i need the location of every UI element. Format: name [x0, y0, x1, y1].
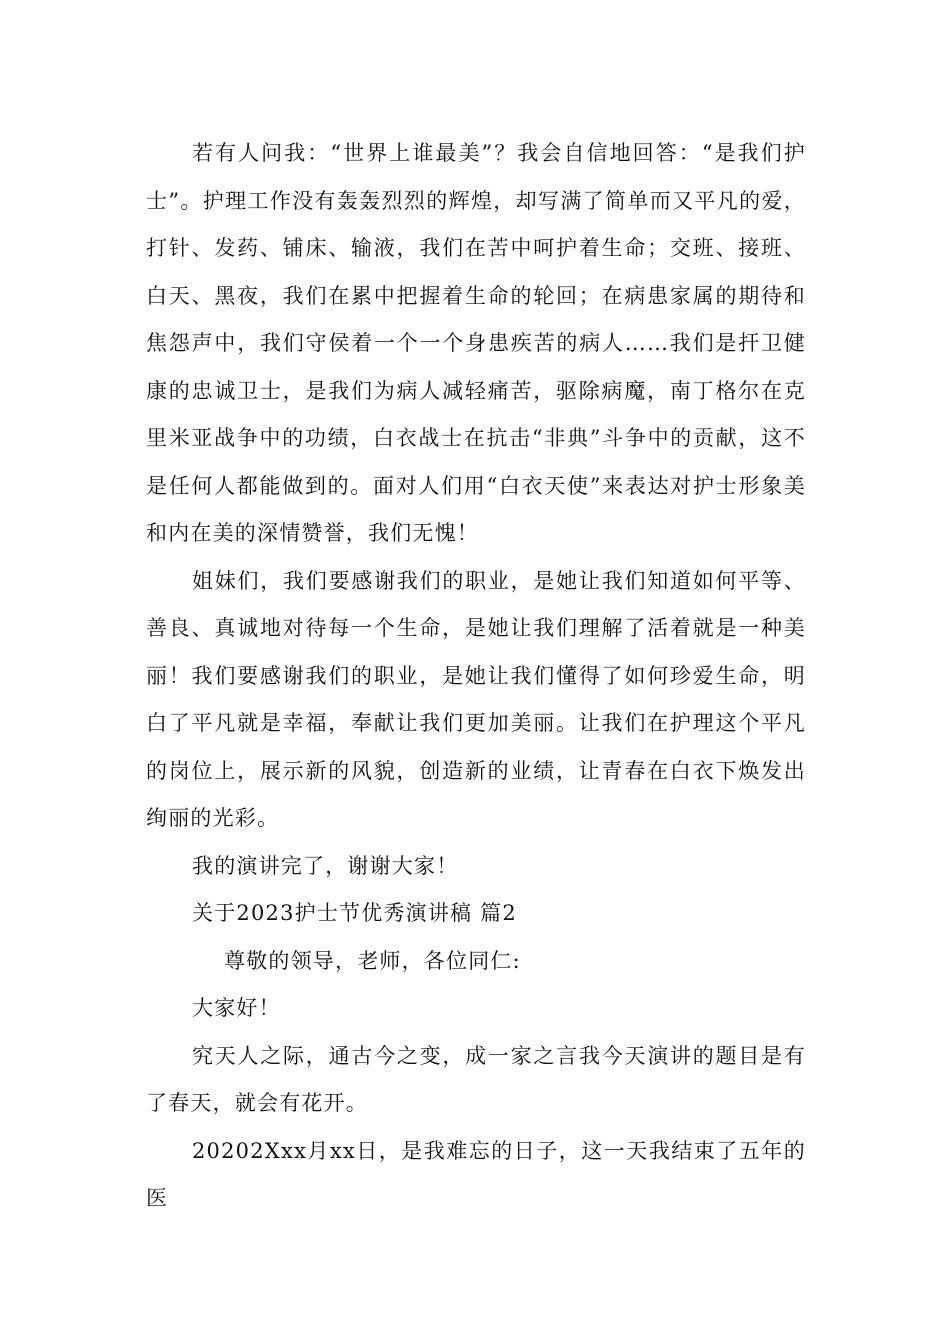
paragraph-nurse-beauty: 若有人问我：“世界上谁最美”？我会自信地回答：“是我们护士”。护理工作没有轰轰烈烈的辉煌，却写满了简单而又平凡的爱，打针、发药、铺床、输液，我们在苦中呵护着生命；交班、接班、白天、黑夜，我们在累中把握着生命的轮回；在病患家属的期待和焦怨声中，我们守侯着一个一个身患疾苦的病人……我们是扞卫健康的忠诚卫士，是我们为病人减轻痛苦，驱除病魔，南丁格尔在克里米亚战争中的功绩，白衣战士在抗击“非典”斗争中的贡献，这不是任何人都能做到的。面对人们用“白衣天使”来表达对护士形象美和内在美的深情赞誉，我们无愧！: [146, 141, 806, 545]
paragraph-speech-topic: 究天人之际，通古今之变，成一家之言我今天演讲的题目是有了春天，就会有花开。: [146, 1043, 806, 1115]
paragraph-greeting: 大家好！: [192, 996, 281, 1020]
paragraph-salutation: 尊敬的领导，老师，各位同仁:: [224, 948, 521, 973]
section-heading: 关于2023护士节优秀演讲稿 篇2: [192, 901, 517, 925]
paragraph-memorable-day: 20202Xxx月xx日，是我难忘的日子，这一天我结束了五年的医: [146, 1138, 806, 1210]
paragraph-closing: 我的演讲完了，谢谢大家！: [192, 853, 459, 878]
paragraph-thank-profession: 姐妹们，我们要感谢我们的职业，是她让我们知道如何平等、善良、真诚地对待每一个生命，是她让我们理解了活着就是一种美丽！我们要感谢我们的职业，是她让我们懂得了如何珍爱生命，明白了平凡就是幸福，奉献让我们更加美丽。让我们在护理这个平凡的岗位上，展示新的风貌，创造新的业绩，让青春在白衣下焕发出绚丽的光彩。: [146, 568, 806, 830]
document-body: [146, 130, 806, 1223]
